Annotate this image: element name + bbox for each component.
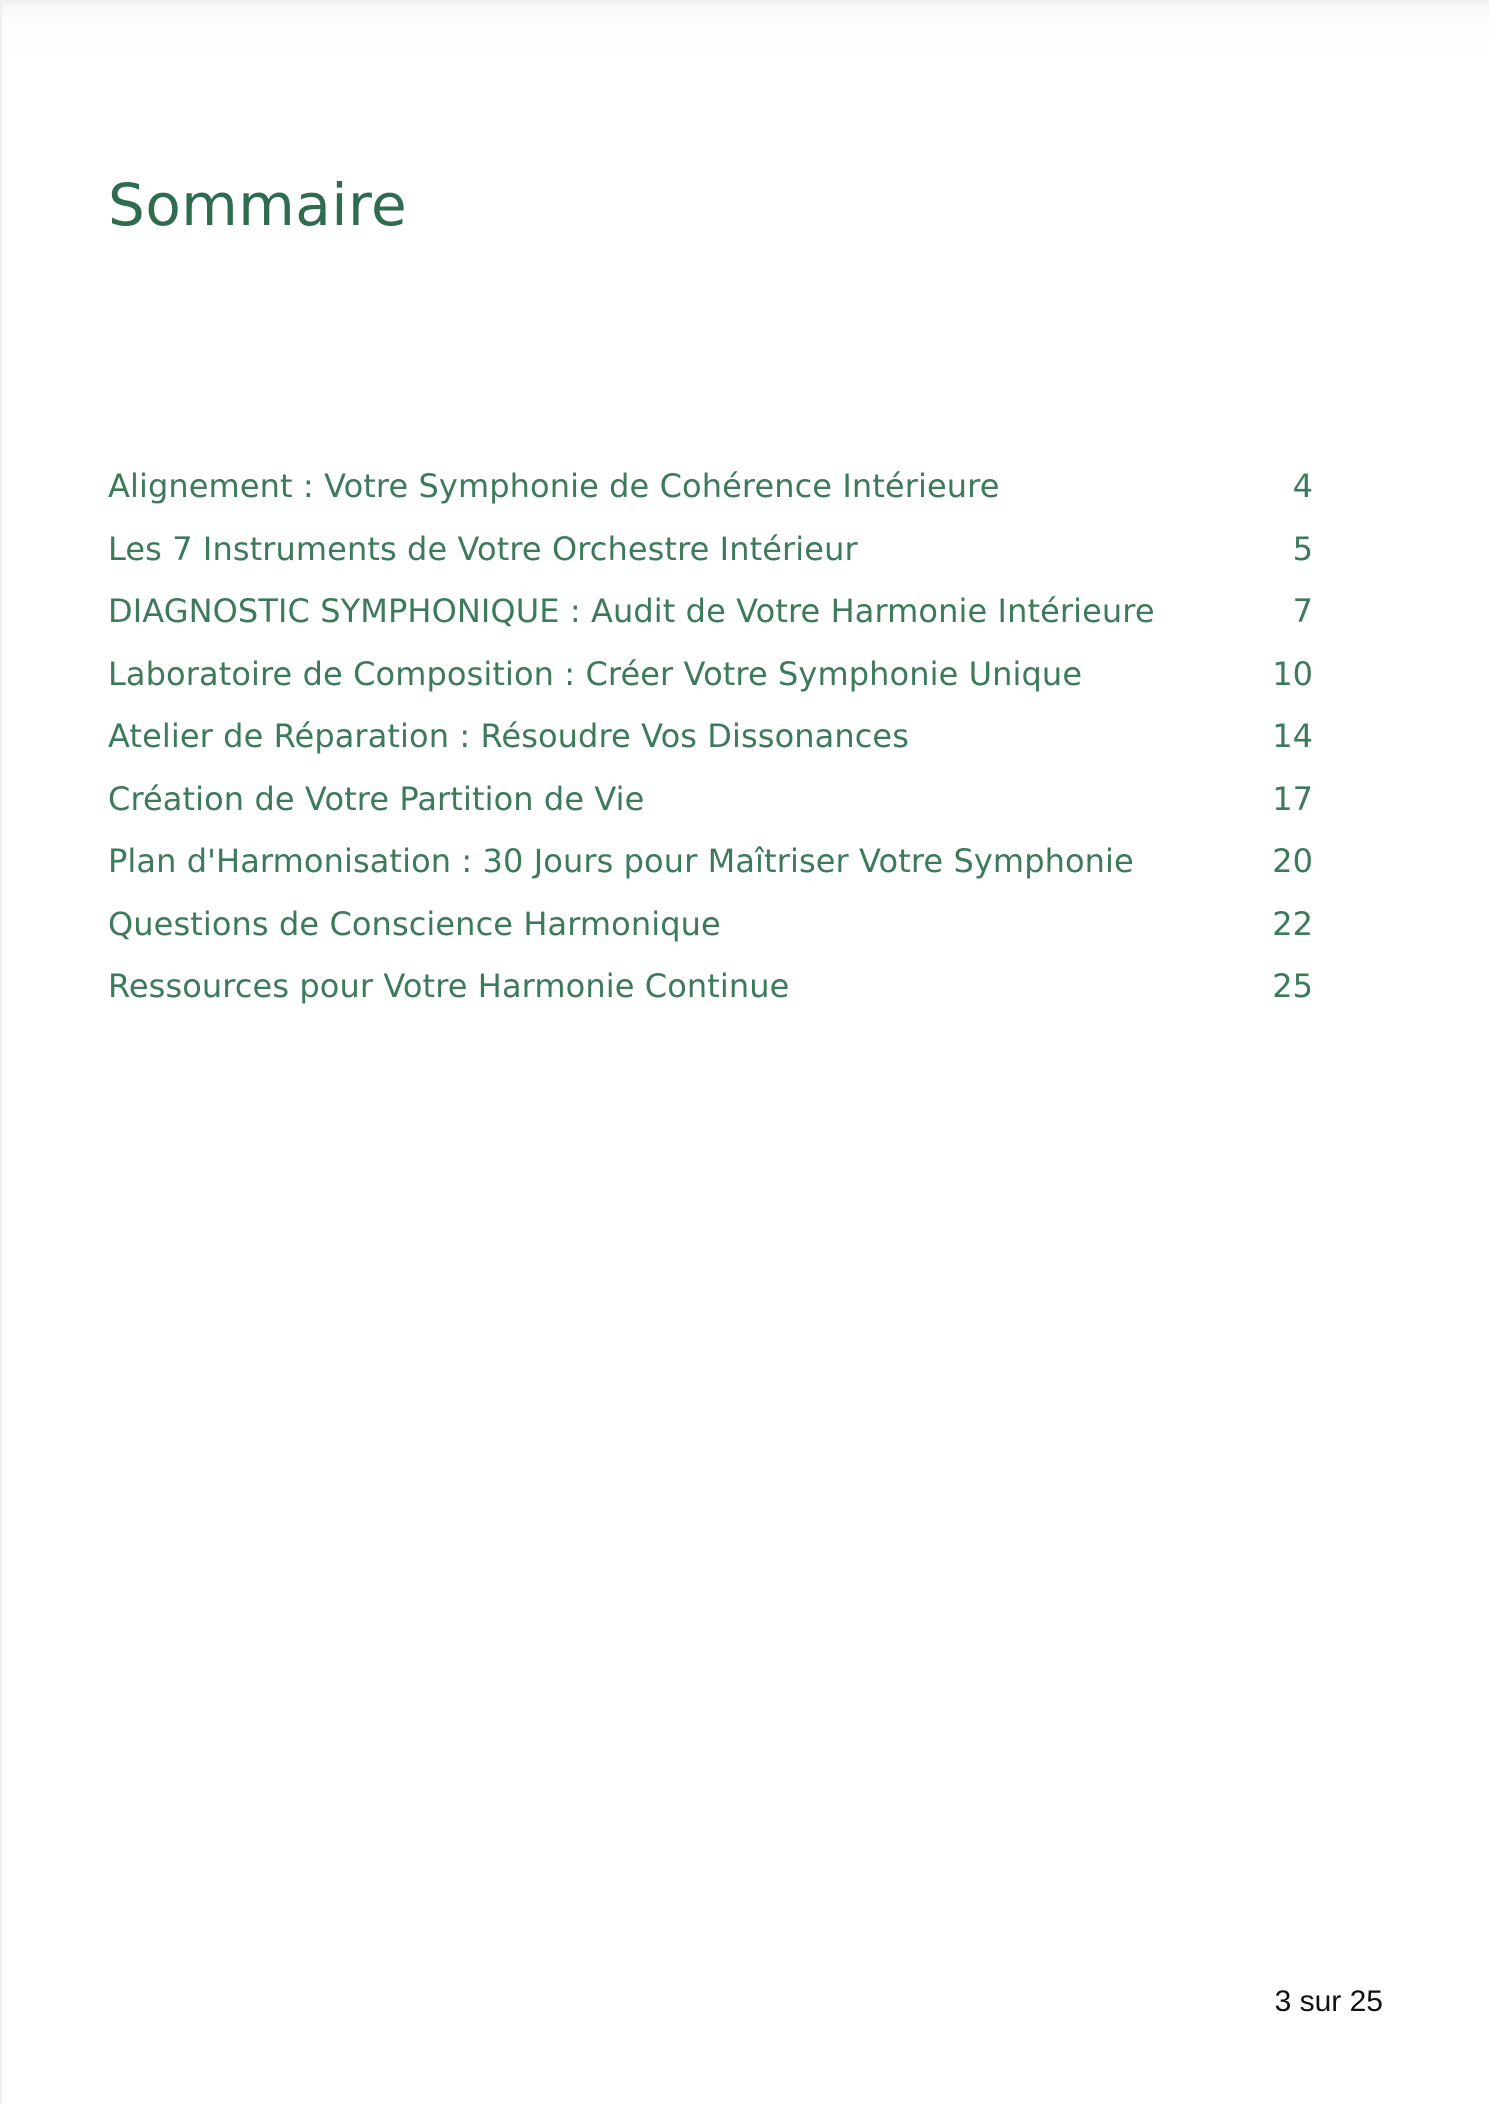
- toc-entry-label: Les 7 Instruments de Votre Orchestre Intérieur: [108, 529, 858, 568]
- toc-entry-label: DIAGNOSTIC SYMPHONIQUE : Audit de Votre Harmonie Intérieure: [108, 592, 1155, 630]
- toc-entry-label: Ressources pour Votre Harmonie Continue: [108, 967, 790, 1005]
- toc-entry-page-number: 7: [1292, 592, 1313, 630]
- toc-entry[interactable]: [108, 455, 1313, 518]
- toc-entry-label: Alignement : Votre Symphonie de Cohérence Intérieure: [108, 467, 1000, 505]
- page-title: Sommaire: [108, 171, 408, 239]
- toc-entry[interactable]: [108, 955, 1313, 1018]
- toc-entry-page-number: 25: [1272, 967, 1313, 1005]
- toc-entry[interactable]: [108, 768, 1313, 831]
- toc-entry-page-number: 4: [1292, 467, 1313, 505]
- page-counter: 3 sur 25: [1274, 1985, 1383, 2018]
- page-left-edge: [0, 0, 2, 2104]
- page-top-shadow: [0, 0, 1489, 60]
- toc-entry[interactable]: [108, 893, 1313, 956]
- toc-entry-page-number: 5: [1292, 529, 1313, 568]
- toc-entry-label: Création de Votre Partition de Vie: [108, 779, 645, 818]
- toc-entry[interactable]: [108, 830, 1313, 893]
- toc-entry-page-number: 22: [1272, 904, 1313, 943]
- toc-entry-page-number: 17: [1272, 779, 1313, 818]
- toc-entry-label: Atelier de Réparation : Résoudre Vos Dissonances: [108, 717, 909, 755]
- toc-entry[interactable]: [108, 643, 1313, 706]
- toc-entry-label: Questions de Conscience Harmonique: [108, 904, 721, 943]
- table-of-contents: [108, 455, 1313, 1018]
- toc-entry-page-number: 14: [1272, 717, 1313, 755]
- toc-entry-label: Plan d'Harmonisation : 30 Jours pour Maîtriser Votre Symphonie: [108, 842, 1134, 880]
- toc-entry-label: Laboratoire de Composition : Créer Votre Symphonie Unique: [108, 654, 1083, 693]
- toc-entry[interactable]: [108, 518, 1313, 581]
- toc-entry[interactable]: [108, 580, 1313, 643]
- toc-entry-page-number: 10: [1272, 654, 1313, 693]
- toc-entry[interactable]: [108, 705, 1313, 768]
- toc-entry-page-number: 20: [1272, 842, 1313, 880]
